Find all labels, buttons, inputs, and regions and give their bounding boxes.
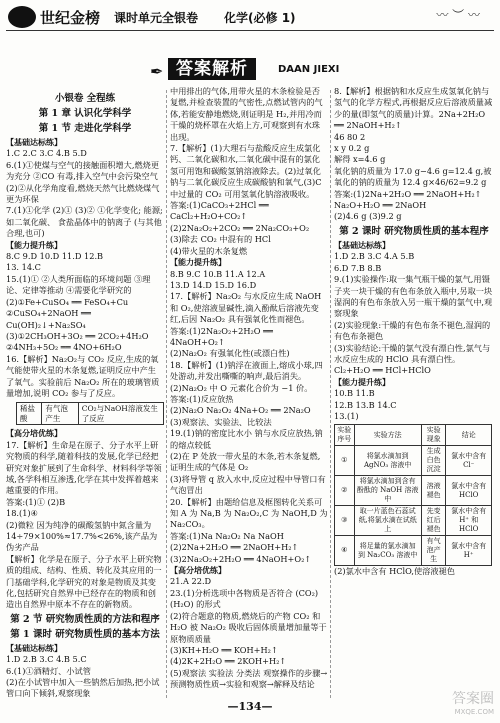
table-cell: 有气泡产生 (42, 403, 78, 425)
answer-line: 1.D 2.B 3.C 4.A 5.B (334, 251, 415, 262)
answer-line: 18.(1)④ (6, 508, 38, 519)
answer-line: (2)①Fe+CuSO₄ ══ FeSO₄+Cu (6, 296, 129, 307)
table-cell: 氯水中含有 H⁺ (446, 536, 492, 566)
answer-line: (2)Na₂O Na₂O₂ 4Na+O₂ ══ 2Na₂O (170, 405, 311, 416)
logo-emblem-icon (8, 6, 36, 28)
answer-line: 中用排出的气体,用带火星的木条检验是否复燃,并检查装置的气密性,点燃试管内的气体,若能安静地燃烧,则证明是 H₂,并用冷而干燥的烧杯罩在火焰上方,可观察到有水珠出现。 (170, 86, 323, 142)
table-cell: ④ (335, 536, 355, 566)
table-row (335, 476, 492, 506)
answer-line: (2)微粒 因为纯净的碳酸氢钠中氮含量为 14÷79×100%≈17.7%<26%,该产品为伪劣产品 (6, 519, 158, 553)
answer-line: 答案:(1)Na Na₂O₂ Na NaOH (170, 530, 284, 541)
result-table (16, 402, 164, 425)
table-cell: 氯水中含有 HClO (446, 476, 492, 506)
table-header-cell: 实验序号 (335, 425, 355, 446)
answer-line: 7.【解析】(1)大理石与盐酸反应生成氯化钙、二氧化碳和水,二氧化碳中混有的氯化氢可用饱和碳酸氢钠溶液除去。(2)过氧化钠与二氧化碳反应生成碳酸钠和氧气,(3)C中过量的 CO₂ 可用氢氧化钠溶液吸收。 (170, 143, 322, 199)
answer-line: 20.【解析】由题给信息及框图转化关系可知 A 为 Na,B 为 Na₂O₂,C 为 NaOH,D 为 Na₂CO₃。 (170, 496, 328, 530)
table-cell: 将足量的氯水滴加到 Na₂CO₃ 溶液中 (354, 536, 421, 566)
table-header-cell: 结论 (446, 425, 492, 446)
answer-line: 17.【解析】Na₂O₂ 与水反应生成 NaOH 和 O₂,使溶液显碱性,滴入酚酞后溶液先变红,后因 Na₂O₂ 具有强氧化性而褪色。 (170, 291, 322, 325)
table-cell: 将氯水滴加到含有酚酞的 NaOH 溶液中 (354, 476, 421, 506)
section-tag: 【基础达标练】 (334, 240, 390, 250)
answer-line: (3)除去 CO₂ 中混有的 HCl (170, 234, 271, 245)
answer-line: (2)实验现象:干燥的有色布条不褪色,湿润的有色布条褪色 (334, 319, 491, 342)
answer-line: 9.(1)实验操作:取一集气瓶干燥的氯气,用镊子夹一块干燥的有色布条放入瓶中,另取一块湿润的有色布条放入另一瓶干燥的氯气中,观察现象 (334, 274, 493, 319)
section-title: 第 1 章 认识化学科学 (38, 108, 132, 119)
answer-line: (3)实验结论:干燥的氯气没有漂白性,氯气与水反应生成的 HClO 具有漂白性。Cl₂+H₂O ══ HCl+HClO (334, 342, 491, 376)
answer-line: 12.B 13.B 14.C (334, 399, 397, 410)
answer-line: (2)符合题意的物质,燃烧后的产物 CO₂ 和 H₂O 被 Na₂O₂ 吸收后固体质量增加量等于原物质质量 (170, 610, 327, 644)
page-number: —134— (227, 700, 273, 713)
section-tag: 【高分培优练】 (6, 429, 62, 439)
table-cell: 氯水中含有 H⁺ 和 HClO (446, 506, 492, 536)
answer-line: 17.【解析】生命是在原子、分子水平上研究物质的科学,随着科技的发展,化学已经把研究对象扩展到了生命科学、材料科学等领域,各学科相互渗透,化学在其中发挥着越来越重要的作用。 (6, 439, 162, 496)
answer-line: 答案:(1)CaCO₃+2HCl ══ CaCl₂+H₂O+CO₂↑ (170, 200, 269, 222)
answer-line: (2)2Na+2H₂O ══ 2NaOH+H₂↑ (170, 542, 299, 553)
answer-line: 18.【解析】(1)钠浮在液面上,熔成小球,四处游动,并发出嘶嘶的响声,最后消失。(2)Na₂O₂ 中 O 元素化合价为 −1 价。 (170, 359, 323, 393)
answer-line: 10.B 11.B (334, 388, 375, 399)
section-title: 第 2 节 研究物质性质的方法和程序 (10, 613, 160, 625)
answer-line: (3)①2CH₃OH+3O₂ ══ 2CO₂+4H₂O ②4NH₃+5O₂ ══ 4NO+6H₂O (6, 330, 149, 353)
table-header-cell: 实验方法 (354, 425, 421, 446)
answer-line: (2)氯水中含有 HClO,使溶液褪色 (334, 566, 455, 577)
column-right (334, 86, 494, 578)
answer-line: 13.(1) (334, 410, 359, 421)
answer-line: (2)Na₂O₂ 有强氧化性(或漂白性) (170, 348, 290, 359)
column-divider (330, 90, 331, 698)
section-title: 第 2 课时 研究物质性质的基本程序 (339, 225, 489, 237)
table-row (335, 446, 492, 476)
answer-line: 答案:(1)反应放热 (170, 393, 234, 404)
table-cell: 将氯水滴加到 AgNO₃ 溶液中 (354, 446, 421, 476)
header-divider (6, 30, 494, 31)
watermark (452, 688, 494, 716)
answer-line: 13. 14.C (6, 262, 41, 273)
answer-line: (3)观察法、实验法、比较法 (170, 416, 272, 427)
table-cell: ② (335, 476, 355, 506)
table-cell: 稀盐酸 (17, 403, 42, 425)
table-row (17, 403, 164, 425)
watermark-text: 答案圈 (452, 691, 494, 707)
column-divider (166, 90, 167, 698)
column-middle (170, 86, 328, 691)
answer-line: 【解析】化学是在原子、分子水平上研究物质的组成、结构、性质、转化及其应用的一门基础学科,化学研究的对象是物质及其变化,包括研究自然界中已经存在的物质和创造出自然界中原本不存在的新物质。 (6, 553, 162, 610)
answer-line: 氧化钠的质量为 17.0 g−4.6 g=12.4 g,被氧化的钠的质量为 12.4 g×46/62=9.2 g (334, 165, 492, 188)
answer-line: x y 0.2 g (334, 143, 370, 154)
answer-banner (150, 58, 350, 84)
answer-line: 6.(1)①酒精灯、小试管 (6, 665, 91, 676)
answer-line: (5)观察法 实验法 分类法 观察操作的步骤→预测物质性质→实验和观察→解释及结论 (170, 667, 328, 690)
answer-line: (4)2K+2H₂O ══ 2KOH+H₂↑ (170, 656, 287, 667)
series-name: 课时单元全银卷 (114, 10, 199, 25)
table-header-row (335, 425, 492, 446)
column-left (6, 90, 164, 700)
answer-line: 8.C 9.D 10.D 11.D 12.B (6, 251, 104, 262)
watermark-url: MXQE.COM (454, 708, 494, 716)
subject-name: 化学(必修 1) (224, 10, 296, 25)
answer-line: (2)2Na₂O₂+2CO₂ ══ 2Na₂CO₃+O₂ (170, 222, 310, 233)
answer-line: 6.D 7.B 8.B (334, 262, 382, 273)
answer-line: 答案:(1)① (2)B (6, 496, 66, 507)
experiment-table (334, 424, 492, 566)
answer-line: ②CuSO₄+2NaOH ══ Cu(OH)₂↓+Na₂SO₄ (6, 308, 91, 330)
table-cell: 有气泡产生 (421, 536, 446, 566)
section-tag: 【能力提升练】 (170, 258, 226, 268)
table-cell: CO₂与NaOH溶液发生了反应 (78, 403, 163, 425)
answer-line: 21.A 22.D (170, 576, 212, 587)
section-tag: 【能力提升练】 (334, 377, 390, 387)
table-cell: 先变红后褪色 (421, 506, 446, 536)
answer-line: 1.D 2.B 3.C 4.B 5.C (6, 654, 87, 665)
table-row (335, 536, 492, 566)
page-header (0, 0, 500, 36)
answer-line: (3)2Na₂O₂+2H₂O ══ 4NaOH+O₂↑ (170, 553, 312, 564)
answer-line: (2)在小试管中加入一些钠然后加热,把小试管口向下倾斜,观察现象 (6, 677, 160, 699)
banner-title: 答案解析 (168, 58, 256, 80)
answer-line: (2)在 P 处放一带火星的木条,若木条复燃,证明生成的气体是 O₂ (170, 451, 321, 473)
answer-line: 8.B 9.C 10.B 11.A 12.A (170, 268, 266, 279)
answer-line: (4)带火星的木条复燃 (170, 245, 248, 256)
answer-line: 7.(1)①化学 (2)① (3)② ①化学变化; 能源;如二氧化碳、 食盐晶体中的钠离子 (与其他合理,也可) (6, 205, 163, 239)
birds-icon: 〰 ︶ 〰 (436, 8, 480, 22)
answer-line: 1.C 2.C 3.C 4.B 5.D (6, 148, 87, 159)
answer-line: 6.(1)①使煤与空气的接触面积增大,燃烧更为充分 ②CO 有毒,排入空气中会污染空气 (2)②从化学角度看,燃烧天然气比燃烧煤气更为环保 (6, 159, 160, 205)
answer-line: (3)将导管 q 放入水中,反应过程中导管口有气泡冒出 (170, 473, 326, 496)
table-cell: ① (335, 446, 355, 476)
section-tag: 【基础达标练】 (6, 643, 62, 653)
table-cell: ③ (335, 506, 355, 536)
table-header-cell: 实验现象 (421, 425, 446, 446)
table-cell: 溶液褪色 (421, 476, 446, 506)
table-cell: 氯水中含有 Cl⁻ (446, 446, 492, 476)
answer-line: 16.【解析】Na₂O₂与 CO₂ 反应,生成的氧气能使带火星的木条复燃,证明反应中产生了氧气。实验前后 Na₂O₂ 所在的玻璃管质量增加,说明 CO₂ 参与了反应。 (6, 353, 160, 398)
brand-logo (8, 6, 296, 28)
answer-line: 8.【解析】根据钠和水反应生成氢氧化钠与氢气的化学方程式,再根据反应后溶液质量减少的量(即氢气的质量)计算。2Na+2H₂O ══ 2NaOH+H₂↑ (334, 86, 493, 131)
answer-line: 46 80 2 (334, 131, 366, 142)
section-tag: 【基础达标练】 (6, 138, 62, 147)
answer-line: (2)4.6 g (3)9.2 g (334, 211, 402, 222)
answer-line: 解得 x=4.6 g (334, 154, 386, 165)
pen-icon: ✒ (150, 62, 164, 81)
brand-name: 世纪金榜 (40, 8, 101, 27)
section-title: 第 1 课时 研究物质性质的基本方法 (10, 628, 160, 640)
table-cell: 生成白色沉淀 (421, 446, 446, 476)
answer-line: 23.(1)分析选项中各物质是否符合 (CO₂)(H₂O) 的形式 (170, 587, 319, 610)
section-title: 小银卷 全程练 (54, 93, 116, 104)
answer-line: 15.(1)① ②人类所面临的环境问题 ③理论、定律等推动 ④需要化学研究的 (6, 273, 151, 296)
section-tag: 【能力提升练】 (6, 240, 62, 250)
table-row (335, 506, 492, 536)
answer-line: 答案:(1)2Na+2H₂O ══ 2NaOH+H₂↑ Na₂O+H₂O ══ 2NaOH (334, 188, 482, 211)
banner-subtitle: DAAN JIEXI (278, 64, 340, 75)
answer-line: 19.(1)钠的密度比水小 钠与水反应放热,钠的熔点较低 (170, 428, 323, 450)
answer-line: 答案:(1)2Na₂O₂+2H₂O ══ 4NaOH+O₂↑ (170, 325, 273, 347)
answer-line: 13.D 14.D 15.D 16.D (170, 279, 257, 290)
section-tag: 【高分培优练】 (170, 566, 226, 576)
answer-line: (3)KH+H₂O ══ KOH+H₂↑ (170, 644, 278, 655)
table-cell: 取一片蓝色石蕊试纸,将氯水滴在试纸上 (354, 506, 421, 536)
section-title: 第 1 节 走进化学科学 (38, 123, 132, 134)
